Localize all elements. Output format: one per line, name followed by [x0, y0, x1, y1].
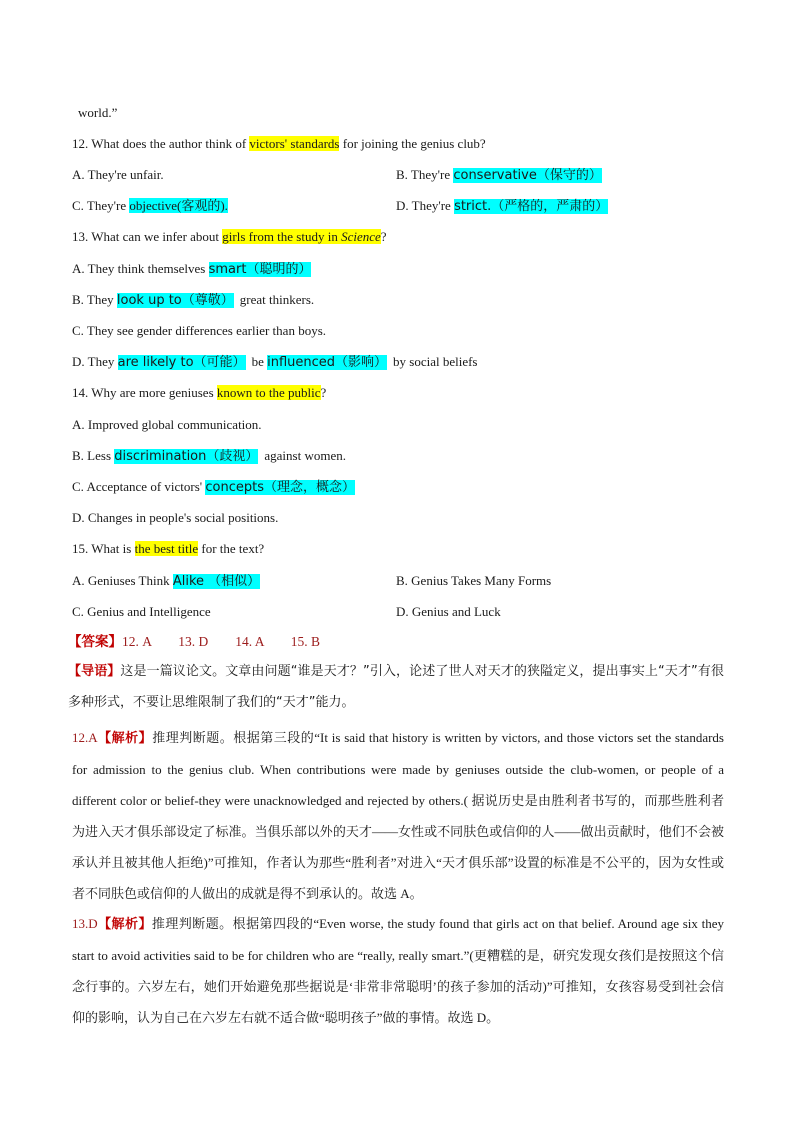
q12-option-b: B. They're conservative（保守的）	[396, 167, 602, 183]
highlight: strict.（严格的，严肃的）	[454, 199, 609, 214]
highlight: known to the public	[216, 385, 321, 400]
analysis-tag: 【解析】	[97, 731, 153, 746]
question-12: 12. What does the author think of victors' standards for joining the genius club?	[72, 136, 486, 151]
continued-text: world.”	[78, 105, 118, 120]
q12-option-a: A. They're unfair.	[72, 167, 164, 182]
analysis-12: 12.A【解析】推理判断题。根据第三段的“It is said that history is written by victors, and those victors set the standards for admission to the genius club. When contributions were made by geniuses outside the club-women, or people of a different color or belief-they were unacknowledged and rejected by others.( 据说历史是由胜利者书写的，而那些胜利者为进入天才俱乐部设定了标准。当俱乐部以外的天才——女性或不同肤色或信仰的人——做出贡献时，他们不会被承认并且被其他人拒绝)”可推知，作者认为那些“胜利者”对进入“天才俱乐部”设置的标准是不公平的，因为女性或者不同肤色或信仰的人做出的成就是得不到承认的。故选 A。	[72, 730, 724, 901]
answer-tag: 【答案】	[68, 634, 122, 650]
q13-option-b: B. They look up to（尊敬） great thinkers.	[72, 292, 315, 308]
q15-option-c: C. Genius and Intelligence	[72, 604, 211, 619]
answer-line: 【答案】12. A 13. D 14. A 15. B	[68, 634, 321, 650]
highlight: objective(客观的).	[129, 198, 228, 213]
q13-option-c: C. They see gender differences earlier than boys.	[72, 323, 327, 338]
highlight: the best title	[134, 541, 199, 556]
q14-option-b: B. Less discrimination（歧视） against women.	[72, 448, 346, 464]
highlight: are likely to（可能）	[117, 355, 246, 370]
question-13: 13. What can we infer about girls from the study in Science?	[72, 229, 387, 244]
highlight: look up to（尊敬）	[116, 293, 234, 308]
q13-option-d: D. They are likely to（可能） be influenced（影响） by social beliefs	[72, 354, 478, 370]
analysis-13: 13.D【解析】推理判断题。根据第四段的“Even worse, the study found that girls act on that belief. Around age six they start to avoid activities said to be for children who are “really, really smart.”(更糟糕的是，研究发现女孩们是按照这个信念行事的。六岁左右，她们开始避免那些据说是‘非常非常聪明’的孩子参加的活动)”可推知，女孩容易受到社会信仰的影响，认为自己在六岁左右就不适合做“聪明孩子”做的事情。故选 D。	[72, 916, 724, 1025]
q12-option-c: C. They're objective(客观的).	[72, 198, 228, 213]
highlight: girls from the study in Science	[222, 229, 381, 244]
q15-option-b: B. Genius Takes Many Forms	[396, 573, 552, 588]
question-14: 14. Why are more geniuses known to the public?	[72, 385, 327, 400]
question-15: 15. What is the best title for the text?	[72, 541, 265, 556]
highlight: victors' standards	[249, 136, 340, 151]
q14-option-c: C. Acceptance of victors' concepts（理念，概念）	[72, 479, 355, 495]
q12-option-d: D. They're strict.（严格的，严肃的）	[396, 198, 609, 214]
analysis-number: 13.D	[72, 916, 98, 931]
analysis-tag: 【解析】	[97, 917, 152, 932]
highlight: influenced（影响）	[267, 355, 388, 370]
highlight: Alike （相似）	[172, 574, 261, 589]
highlight: conservative（保守的）	[453, 168, 602, 183]
analysis-number: 12.A	[72, 730, 98, 745]
highlight: discrimination（歧视）	[114, 449, 259, 464]
guide-paragraph: 【导语】这是一篇议论文。文章由问题“谁是天才？”引入，论述了世人对天才的狭隘定义，提出事实上“天才”有很多种形式，不要让思维限制了我们的“天才”能力。	[68, 664, 724, 710]
q14-option-a: A. Improved global communication.	[72, 417, 262, 432]
highlight: concepts（理念，概念）	[205, 480, 355, 495]
q15-option-d: D. Genius and Luck	[396, 604, 501, 619]
highlight: smart（聪明的）	[208, 262, 312, 277]
q14-option-d: D. Changes in people's social positions.	[72, 510, 279, 525]
q13-option-a: A. They think themselves smart（聪明的）	[72, 261, 312, 277]
guide-tag: 【导语】	[68, 664, 121, 679]
q15-option-a: A. Geniuses Think Alike （相似）	[72, 573, 261, 589]
